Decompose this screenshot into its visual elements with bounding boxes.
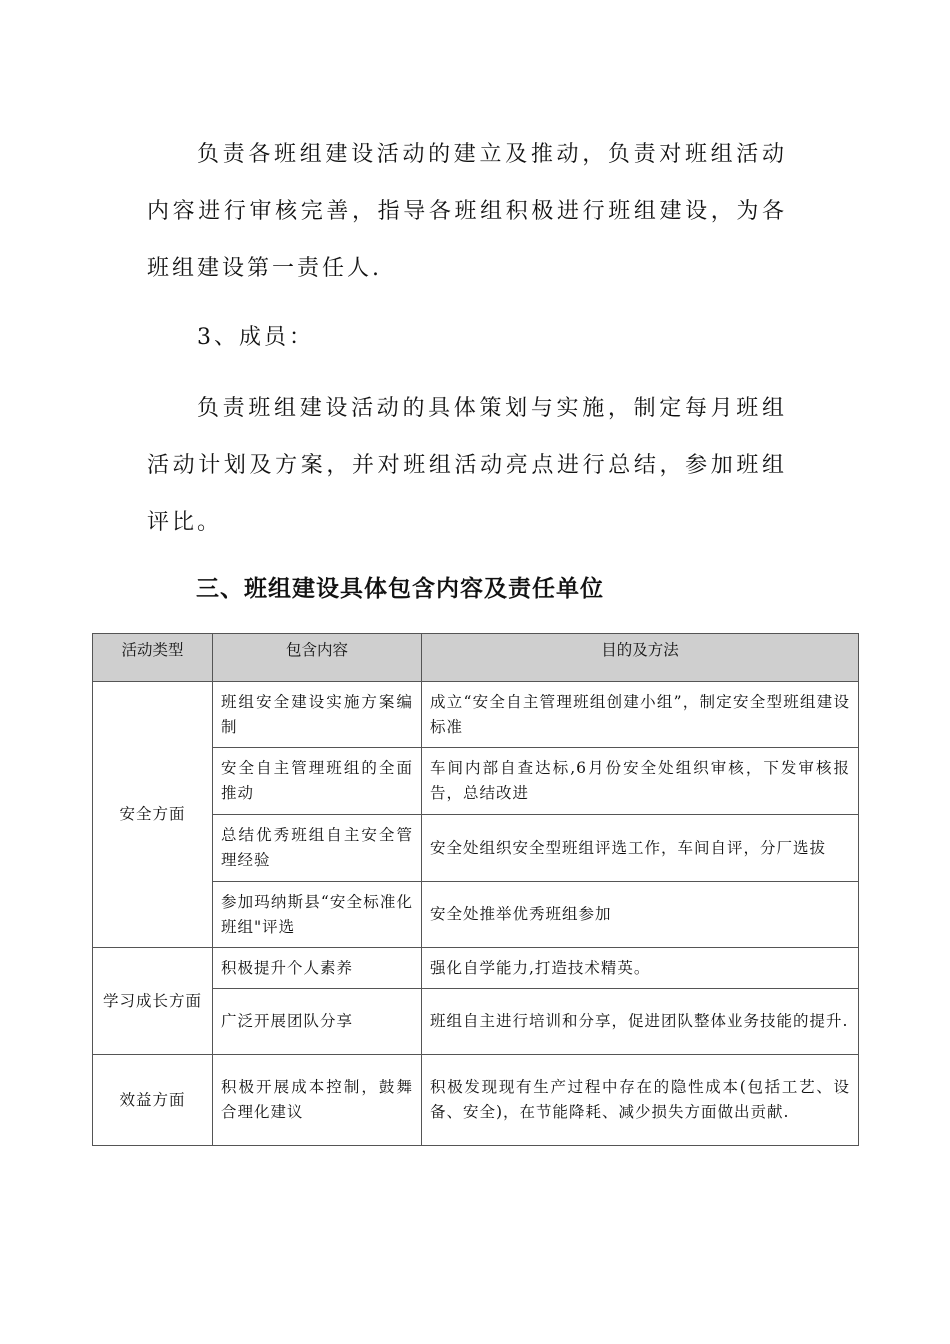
method-cell: 积极发现现有生产过程中存在的隐性成本(包括工艺、设备、安全)，在节能降耗、减少损失方面做出贡献. xyxy=(422,1055,859,1146)
table-header-row xyxy=(93,634,859,682)
content-cell: 广泛开展团队分享 xyxy=(213,989,422,1055)
content-cell: 参加玛纳斯县“安全标准化班组"评选 xyxy=(213,882,422,948)
header-purpose-method: 目的及方法 xyxy=(422,634,859,682)
category-safety: 安全方面 xyxy=(93,682,213,948)
content-cell: 积极开展成本控制，鼓舞合理化建议 xyxy=(213,1055,422,1146)
header-content: 包含内容 xyxy=(213,634,422,682)
paragraph-member-duties: 负责班组建设活动的具体策划与实施，制定每月班组活动计划及方案，并对班组活动亮点进行总结，参加班组评比。 xyxy=(147,396,787,535)
table-row xyxy=(93,682,859,748)
paragraph-members-heading: 3、成员： xyxy=(197,325,314,350)
content-cell: 积极提升个人素养 xyxy=(213,948,422,989)
method-cell: 班组自主进行培训和分享，促进团队整体业务技能的提升. xyxy=(422,989,859,1055)
paragraph-leader-duties: 负责各班组建设活动的建立及推动，负责对班组活动内容进行审核完善，指导各班组积极进行班组建设，为各班组建设第一责任人. xyxy=(147,142,787,281)
content-cell: 总结优秀班组自主安全管理经验 xyxy=(213,815,422,882)
section-heading: 三、班组建设具体包含内容及责任单位 xyxy=(196,576,604,602)
method-cell: 成立“安全自主管理班组创建小组”，制定安全型班组建设标准 xyxy=(422,682,859,748)
content-cell: 班组安全建设实施方案编制 xyxy=(213,682,422,748)
category-learning: 学习成长方面 xyxy=(93,948,213,1055)
content-cell: 安全自主管理班组的全面推动 xyxy=(213,748,422,815)
method-cell: 安全处推举优秀班组参加 xyxy=(422,882,859,948)
table-row xyxy=(93,948,859,989)
method-cell: 强化自学能力,打造技术精英。 xyxy=(422,948,859,989)
responsibility-table xyxy=(92,633,859,1146)
method-cell: 安全处组织安全型班组评选工作，车间自评，分厂选拔 xyxy=(422,815,859,882)
table-row xyxy=(93,1055,859,1146)
category-benefit: 效益方面 xyxy=(93,1055,213,1146)
method-cell: 车间内部自查达标,6月份安全处组织审核，下发审核报告，总结改进 xyxy=(422,748,859,815)
header-activity-type: 活动类型 xyxy=(93,634,213,682)
